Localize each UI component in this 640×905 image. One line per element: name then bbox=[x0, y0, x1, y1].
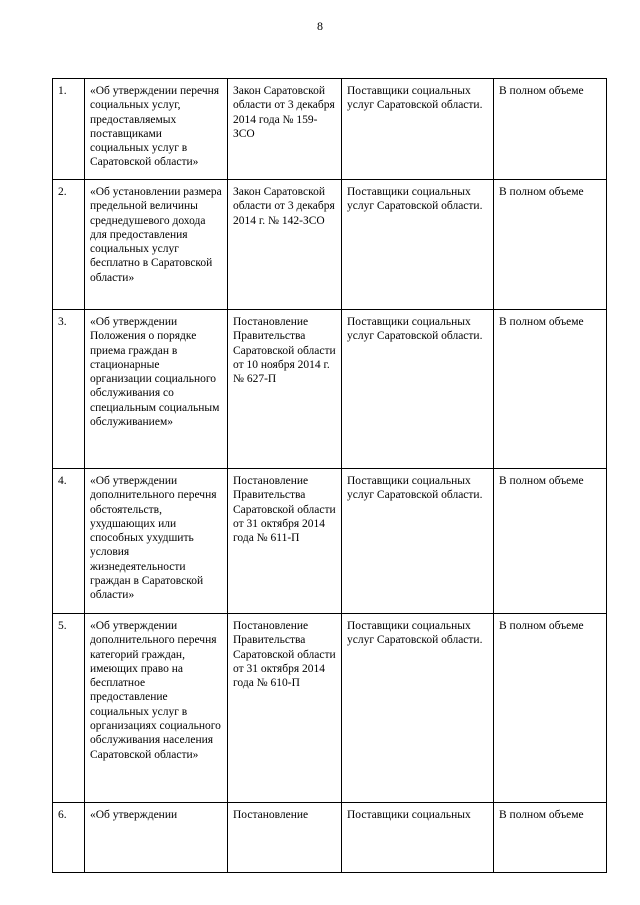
table-row bbox=[53, 614, 607, 803]
scope: В полном объеме bbox=[494, 180, 607, 310]
provider: Поставщики социальных услуг Саратовской области. bbox=[342, 614, 494, 803]
act-title: «Об утверждении перечня социальных услуг, предоставляемых поставщиками социальных услуг в Саратовской области» bbox=[85, 79, 228, 180]
legal-basis: Закон Саратовской области от 3 декабря 2014 г. № 142-ЗСО bbox=[228, 180, 342, 310]
table-row bbox=[53, 310, 607, 469]
act-title: «Об установлении размера предельной величины среднедушевого дохода для предоставления социальных услуг бесплатно в Саратовской области» bbox=[85, 180, 228, 310]
row-number: 5. bbox=[53, 614, 85, 803]
provider: Поставщики социальных услуг Саратовской области. bbox=[342, 310, 494, 469]
row-number: 1. bbox=[53, 79, 85, 180]
act-title: «Об утверждении дополнительного перечня обстоятельств, ухудшающих или способных ухудшить условия жизнедеятельности граждан в Саратовской области» bbox=[85, 469, 228, 614]
legal-basis: Постановление Правительства Саратовской области от 31 октября 2014 года № 611-П bbox=[228, 469, 342, 614]
legal-basis: Закон Саратовской области от 3 декабря 2014 года № 159-ЗСО bbox=[228, 79, 342, 180]
row-number: 4. bbox=[53, 469, 85, 614]
row-number: 2. bbox=[53, 180, 85, 310]
table-row bbox=[53, 469, 607, 614]
provider: Поставщики социальных bbox=[342, 803, 494, 873]
act-title: «Об утверждении дополнительного перечня категорий граждан, имеющих право на бесплатное предоставление социальных услуг в организациях социального обслуживания населения Саратовской области» bbox=[85, 614, 228, 803]
row-number: 3. bbox=[53, 310, 85, 469]
scope: В полном объеме bbox=[494, 614, 607, 803]
scope: В полном объеме bbox=[494, 803, 607, 873]
legal-basis: Постановление Правительства Саратовской области от 10 ноября 2014 г. № 627-П bbox=[228, 310, 342, 469]
scope: В полном объеме bbox=[494, 79, 607, 180]
scope: В полном объеме bbox=[494, 310, 607, 469]
legal-basis: Постановление Правительства Саратовской области от 31 октября 2014 года № 610-П bbox=[228, 614, 342, 803]
provider: Поставщики социальных услуг Саратовской области. bbox=[342, 180, 494, 310]
act-title: «Об утверждении Положения о порядке приема граждан в стационарные организации социального обслуживания со специальным социальным обслуживанием» bbox=[85, 310, 228, 469]
page-number: 8 bbox=[317, 19, 323, 33]
table-row bbox=[53, 79, 607, 180]
scope: В полном объеме bbox=[494, 469, 607, 614]
table-row bbox=[53, 180, 607, 310]
row-number: 6. bbox=[53, 803, 85, 873]
provider: Поставщики социальных услуг Саратовской области. bbox=[342, 469, 494, 614]
act-title: «Об утверждении bbox=[85, 803, 228, 873]
provider: Поставщики социальных услуг Саратовской области. bbox=[342, 79, 494, 180]
legal-basis: Постановление bbox=[228, 803, 342, 873]
document-table bbox=[52, 78, 607, 873]
table-row bbox=[53, 803, 607, 873]
